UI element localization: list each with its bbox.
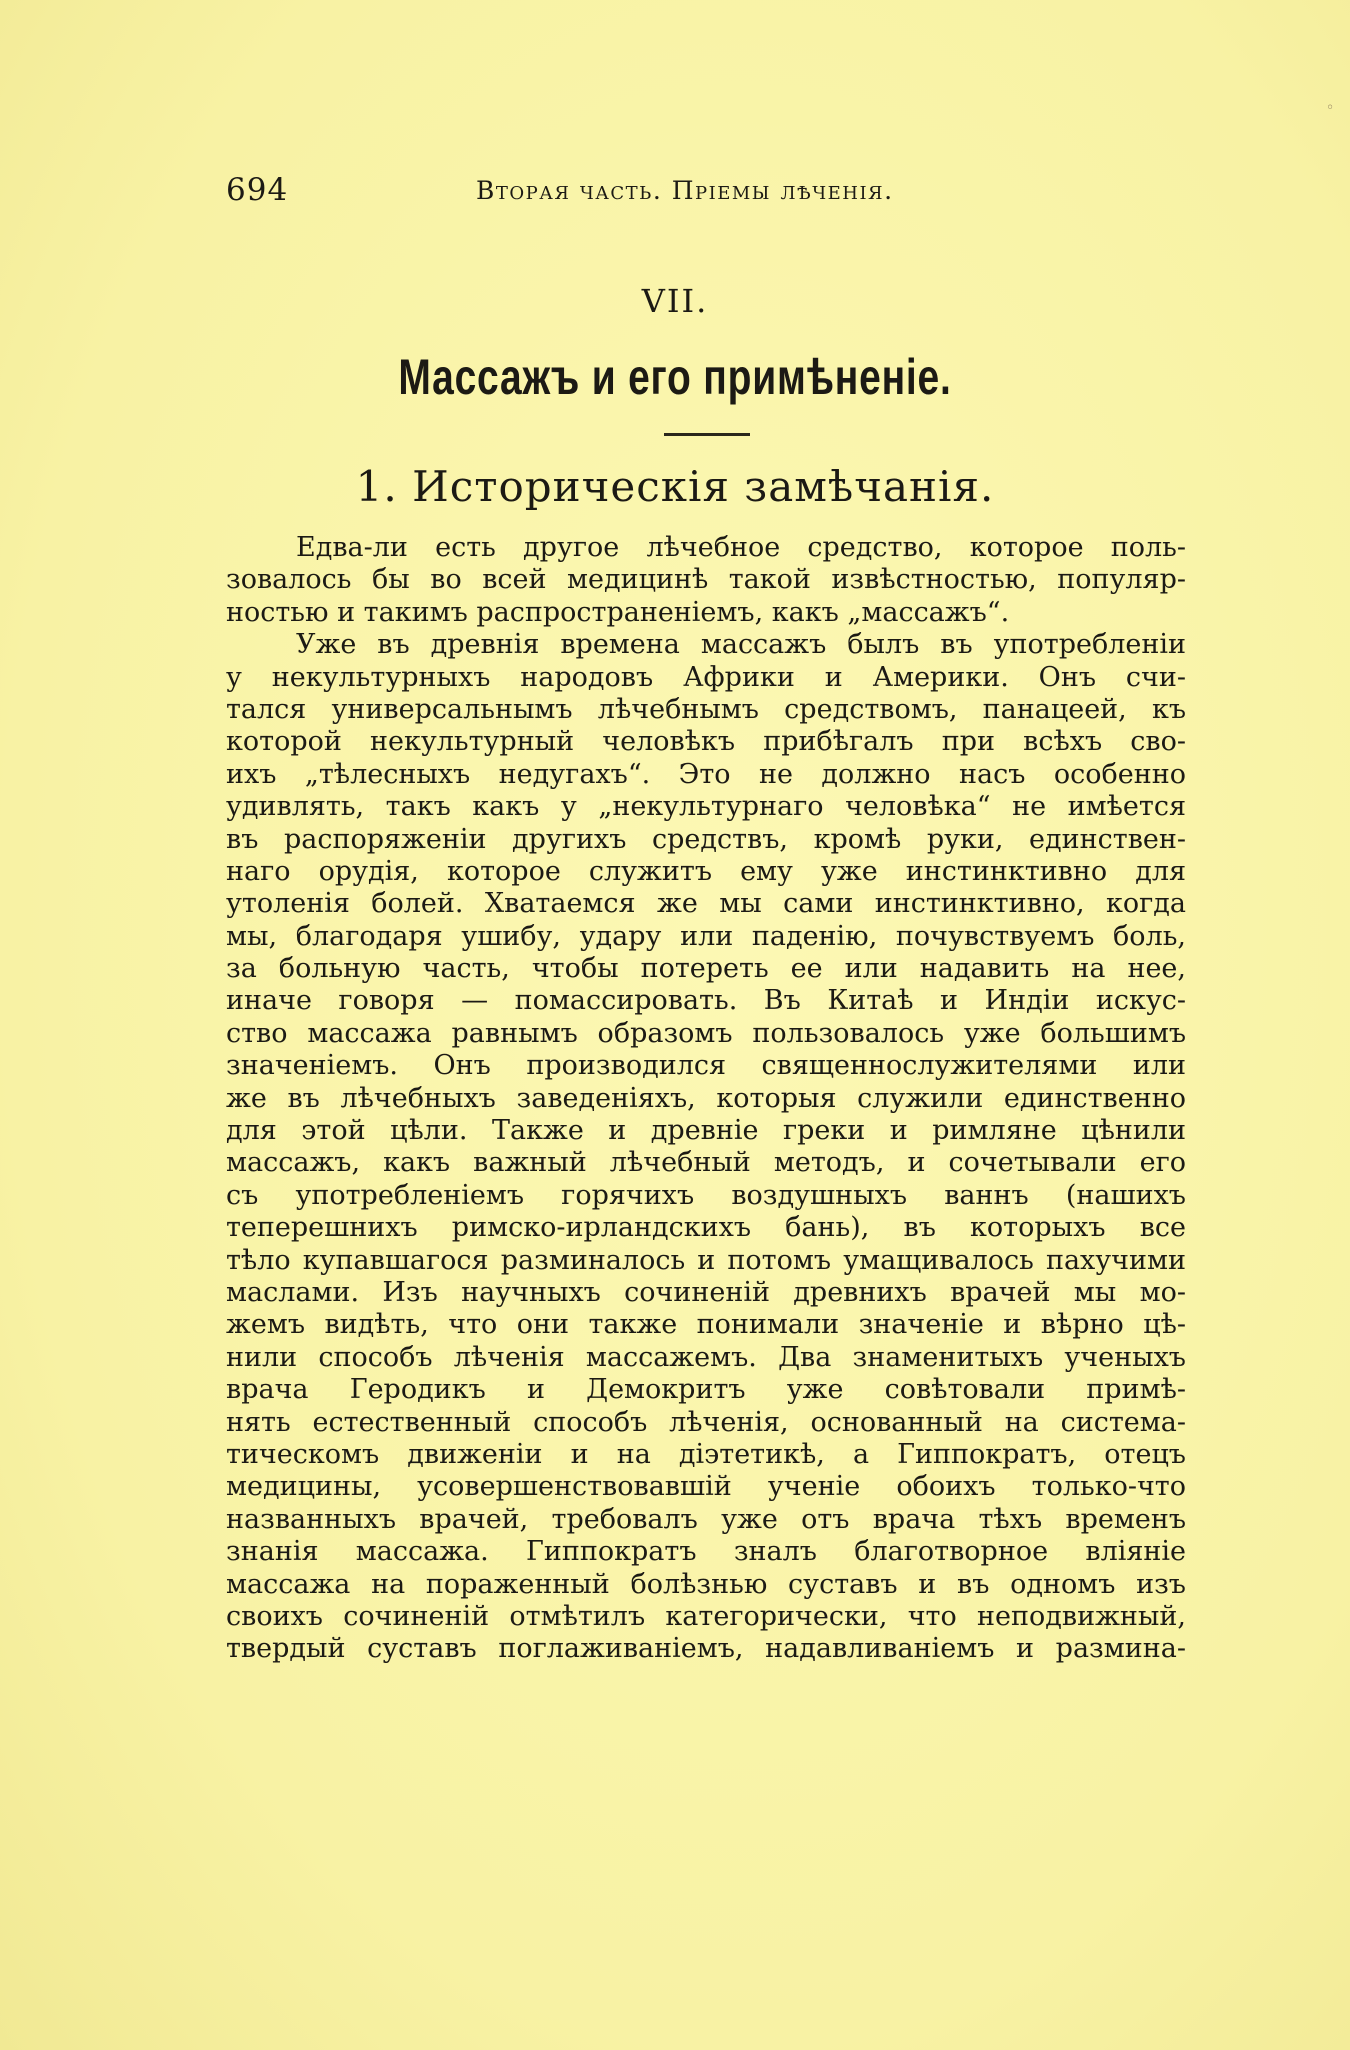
text-line: массажъ, какъ важный лѣчебный методъ, и сочетывали его (226, 1147, 1186, 1179)
text-line: значенiемъ. Онъ производился священнослужителями или (226, 1050, 1186, 1082)
text-line: массажа на пораженный болѣзнью суставъ и въ одномъ изъ (226, 1568, 1186, 1600)
text-line: Уже въ древнiя времена массажъ былъ въ употребленiи (296, 629, 1186, 661)
running-head (226, 172, 1196, 212)
text-line: твердый суставъ поглаживанiемъ, надавливанiемъ и размина- (226, 1633, 1186, 1665)
text-line: ихъ „тѣлесныхъ недугахъ“. Это не должно насъ особенно (226, 758, 1186, 790)
text-line: врача Геродикъ и Демокритъ уже совѣтовали примѣ- (226, 1374, 1186, 1406)
text-line: утоленiя болей. Хватаемся же мы сами инстинктивно, когда (226, 888, 1186, 920)
text-line: иначе говоря — помассировать. Въ Китаѣ и Индiи искус- (226, 985, 1186, 1017)
body-text (226, 532, 1186, 1666)
text-line: зовалось бы во всей медицинѣ такой извѣстностью, популяр- (226, 564, 1186, 596)
text-line: ство массажа равнымъ образомъ пользовалось уже большимъ (226, 1017, 1186, 1049)
text-line: въ распоряженiи другихъ средствъ, кромѣ руки, единствен- (226, 823, 1186, 855)
page-blemish: ◦ (1326, 100, 1335, 116)
running-title: Вторая часть. Прiемы лѣченiя. (476, 176, 894, 205)
text-line: медицины, усовершенствовавшiй ученiе обоихъ только-что (226, 1471, 1186, 1503)
text-line: которой некультурный человѣкъ прибѣгалъ при всѣхъ сво- (226, 726, 1186, 758)
text-line: ностью и такимъ распространенiемъ, какъ „массажъ“. (226, 596, 1010, 628)
text-line: мы, благодаря ушибу, удару или паденiю, почувствуемъ боль, (226, 920, 1186, 952)
title-divider (664, 433, 750, 436)
text-line: Едва-ли есть другое лѣчебное средство, которое поль- (296, 532, 1186, 563)
section-title: 1. Историческiя замѣчанiя. (355, 462, 995, 511)
text-line: своихъ сочиненiй отмѣтилъ категорически, что неподвижный, (226, 1600, 1186, 1632)
text-line: у некультурныхъ народовъ Африки и Америки. Онъ счи- (226, 661, 1186, 693)
chapter-numeral: VII. (641, 282, 709, 320)
text-line: за больную часть, чтобы потереть ее или надавить на нее, (226, 953, 1186, 985)
text-line: знанiя массажа. Гиппократъ зналъ благотворное влiянiе (226, 1536, 1186, 1568)
text-line: тѣло купавшагося разминалось и потомъ умащивалось пахучими (226, 1244, 1186, 1276)
text-line: нили способъ лѣченiя массажемъ. Два знаменитыхъ ученыхъ (226, 1341, 1186, 1373)
text-line: же въ лѣчебныхъ заведенiяхъ, которыя служили единственно (226, 1082, 1186, 1114)
text-line: удивлять, такъ какъ у „некультурнаго человѣка“ не имѣется (226, 791, 1186, 823)
text-line: тическомъ движенiи и на дiэтетикѣ, а Гиппократъ, отецъ (226, 1438, 1186, 1470)
text-line: съ употребленiемъ горячихъ воздушныхъ ваннъ (нашихъ (226, 1179, 1186, 1211)
text-line: для этой цѣли. Также и древнiе греки и римляне цѣнили (226, 1115, 1186, 1147)
text-line: теперешнихъ римско-ирландскихъ бань), въ которыхъ все (226, 1212, 1186, 1244)
text-line: тался универсальнымъ лѣчебнымъ средствомъ, панацеей, къ (226, 693, 1186, 725)
page-number: 694 (226, 172, 289, 208)
text-line: жемъ видѣть, что они также понимали значенiе и вѣрно цѣ- (226, 1309, 1186, 1341)
text-line: нять естественный способъ лѣченiя, основанный на система- (226, 1406, 1186, 1438)
text-line: названныхъ врачей, требовалъ уже отъ врача тѣхъ временъ (226, 1503, 1186, 1535)
chapter-title: Массажъ и его примѣненiе. (398, 349, 952, 405)
text-line: маслами. Изъ научныхъ сочиненiй древнихъ врачей мы мо- (226, 1276, 1186, 1308)
text-line: наго орудiя, которое служитъ ему уже инстинктивно для (226, 855, 1186, 887)
